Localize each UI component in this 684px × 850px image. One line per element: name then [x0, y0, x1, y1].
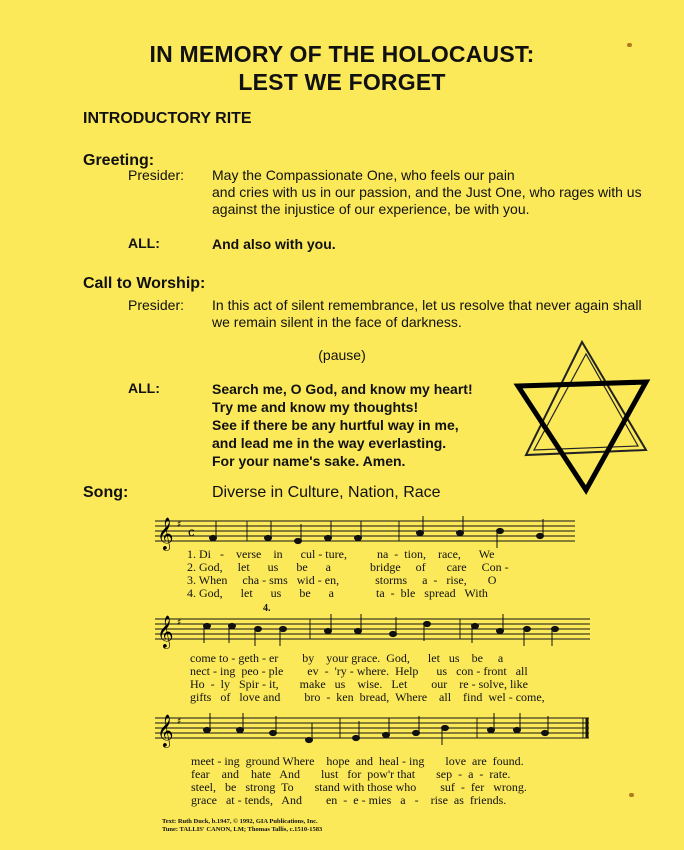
credit-text: Text: Ruth Duck, b.1947, © 1992, GIA Publications, Inc.: [162, 818, 318, 825]
music-staff-3: [155, 712, 595, 757]
paper-speck: [629, 793, 634, 797]
title-line-2: LEST WE FORGET: [238, 69, 446, 95]
call-all-text: Search me, O God, and know my heart! Try me and know my thoughts! See if there be any hurtful way in me, and lead me in the way everlasting. For your name's sake. Amen.: [212, 381, 473, 469]
svg-text:𝄞: 𝄞: [157, 517, 174, 550]
greeting-all-label: ALL:: [128, 235, 160, 251]
call-to-worship-heading: Call to Worship:: [83, 275, 206, 292]
credit-tune: Tune: TALLIS' CANON, LM; Thomas Tallis, c.1510-1583: [162, 826, 323, 833]
svg-text:𝄞: 𝄞: [157, 615, 174, 648]
song-credits: [162, 818, 322, 834]
greeting-all-text: And also with you.: [212, 236, 336, 252]
svg-text:♯: ♯: [177, 618, 182, 628]
lyrics-system-1: 1. Di - verse in cul - ture, na - tion, race, We 2. God, let us be a bridge of care Con - 3. When cha - sms wid - en, storms a - rise, O 4. God, let us be a ta - ble spread With: [187, 547, 509, 600]
greeting-heading: Greeting:: [83, 152, 155, 169]
song-label: Song:: [83, 484, 129, 501]
svg-text:♯: ♯: [177, 520, 182, 530]
greeting-presider-label: Presider:: [128, 167, 185, 183]
call-presider-text: In this act of silent remembrance, let us resolve that never again shall we remain silent in the face of darkness.: [212, 297, 642, 330]
call-all-label: ALL:: [128, 380, 160, 396]
star-of-david-icon: [510, 330, 660, 500]
section-heading: INTRODUCTORY RITE: [83, 110, 252, 127]
lyrics-system-2: come to - geth - er by your grace. God, let us be a nect - ing peo - ple ev - 'ry - where. Help us con - front all Ho - ly Spir - it, make us wise. Let our re - solve, like gifts of love and bro - ken bread, Where all find wel - come,: [190, 651, 545, 704]
verse-marker: 4.: [263, 603, 271, 614]
lyrics-system-3: meet - ing ground Where hope and heal - ing love are found. fear and hate And lust for pow'r that sep - a - rate. steel, be strong To stand with those who suf - fer wrong. grace at - tends, And en - e - mies a - rise as friends.: [191, 754, 527, 807]
greeting-presider-text: May the Compassionate One, who feels our pain and cries with us in our passion, and the Just One, who rages with us against the injustice of our experience, be with you.: [212, 167, 642, 217]
paper-speck: [627, 43, 632, 47]
song-title: Diverse in Culture, Nation, Race: [212, 484, 441, 501]
svg-text:c: c: [188, 525, 195, 539]
page-title: [0, 40, 684, 96]
title-line-1: IN MEMORY OF THE HOLOCAUST:: [149, 41, 535, 67]
pause-note: (pause): [318, 347, 366, 363]
call-presider-label: Presider:: [128, 297, 185, 313]
svg-text:♯: ♯: [177, 717, 182, 727]
svg-text:𝄞: 𝄞: [157, 714, 174, 747]
